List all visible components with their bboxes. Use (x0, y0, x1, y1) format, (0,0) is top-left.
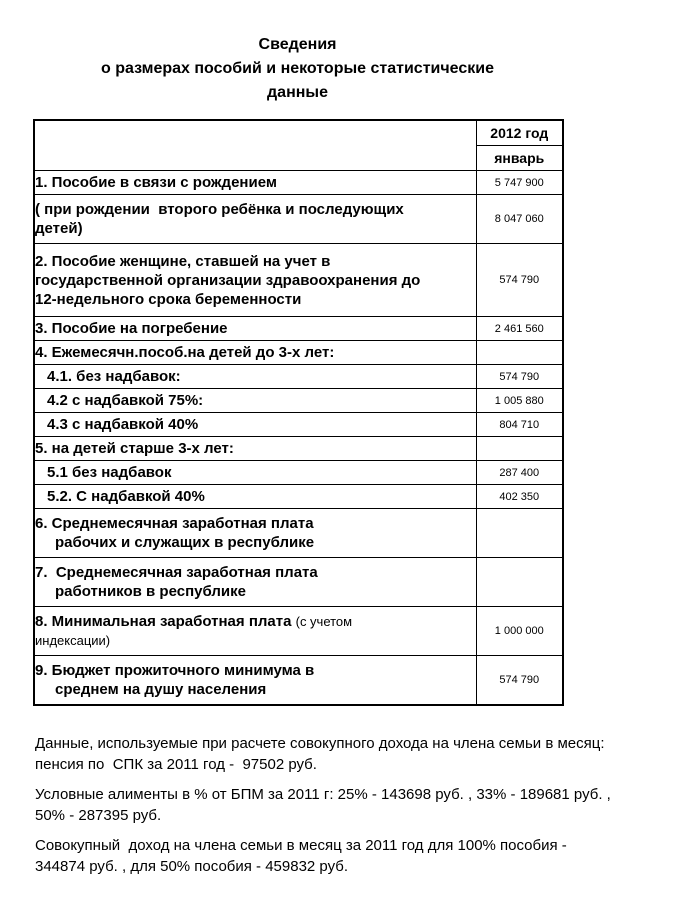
row-value (476, 558, 563, 607)
row-label (34, 558, 476, 607)
notes-line: Условные алименты в % от БПМ за 2011 г: 25% - 143698 руб. , 33% - 189681 руб. , (35, 786, 611, 803)
row-value (476, 437, 563, 461)
table-row (34, 389, 563, 413)
label-text-bold: 4.3 с надбавкой 40% (47, 416, 199, 433)
notes-paragraph (35, 835, 693, 877)
row-label (34, 461, 476, 485)
row-value: 574 790 (476, 244, 563, 317)
table-row (34, 509, 563, 558)
notes-paragraph (35, 733, 693, 775)
table-row (34, 341, 563, 365)
row-value: 402 350 (476, 485, 563, 509)
row-label-line (35, 612, 476, 631)
table-row (34, 365, 563, 389)
row-label-line (35, 391, 476, 410)
notes-section (35, 733, 693, 877)
table-row (34, 485, 563, 509)
row-label (34, 656, 476, 706)
row-label (34, 437, 476, 461)
row-label-line (35, 533, 476, 552)
row-label-line (35, 367, 476, 386)
label-text-bold: 7. Среднемесячная заработная плата (35, 564, 318, 581)
header-empty-cell (34, 120, 476, 171)
label-text-bold: среднем на душу населения (55, 681, 267, 698)
row-label (34, 244, 476, 317)
label-text-bold: государственной организации здравоохранения до (35, 271, 421, 289)
row-label (34, 389, 476, 413)
row-label (34, 607, 476, 656)
label-text-bold: 2. Пособие женщине, ставшей на учет в (35, 252, 331, 270)
notes-line: Совокупный доход на члена семьи в месяц за 2011 год для 100% пособия - (35, 837, 567, 854)
title-line: о размерах пособий и некоторые статистические (101, 60, 494, 77)
row-label-line (35, 343, 476, 362)
row-label-line (35, 582, 476, 601)
row-label-line (35, 173, 476, 192)
label-text-bold: 4.2 с надбавкой 75%: (47, 392, 204, 409)
label-text-bold: 9. Бюджет прожиточного минимума в (35, 662, 315, 679)
label-text-bold: рабочих и служащих в республике (55, 534, 315, 551)
label-text-bold: 5.2. С надбавкой 40% (47, 488, 205, 505)
row-label-line (35, 219, 476, 238)
label-text-bold: работников в республике (55, 583, 246, 600)
table-row (34, 558, 563, 607)
label-text-bold: 1. Пособие в связи с рождением (35, 174, 277, 191)
benefits-table (33, 119, 564, 706)
notes-line: 50% - 287395 руб. (35, 807, 162, 824)
row-label-line (35, 514, 476, 533)
table-row (34, 413, 563, 437)
row-label (34, 317, 476, 341)
row-label-line (35, 271, 476, 290)
label-text-regular: индексации) (35, 633, 111, 648)
table-row (34, 607, 563, 656)
row-label-line (35, 463, 476, 482)
label-text-bold: 4. Ежемесячн.пособ.на детей до 3-х лет: (35, 344, 335, 361)
row-value: 1 005 880 (476, 389, 563, 413)
row-value: 1 000 000 (476, 607, 563, 656)
row-label (34, 509, 476, 558)
label-text-bold: 12-недельного срока беременности (35, 290, 302, 308)
row-value: 5 747 900 (476, 171, 563, 195)
title-line: данные (267, 84, 328, 101)
row-label (34, 413, 476, 437)
row-label-line (35, 415, 476, 434)
label-text-bold: ( при рождении второго ребёнка и последующих (35, 201, 404, 218)
row-label-line (35, 252, 476, 271)
table-row (34, 461, 563, 485)
table-row (34, 195, 563, 244)
row-value: 8 047 060 (476, 195, 563, 244)
label-text-bold: 5.1 без надбавок (47, 464, 172, 481)
month-header-cell: январь (476, 146, 563, 171)
row-label (34, 365, 476, 389)
row-value (476, 341, 563, 365)
row-label-line (35, 319, 476, 338)
row-label-line (35, 290, 476, 309)
label-text-regular: (с учетом (295, 614, 353, 629)
table-header-row-year (34, 120, 563, 146)
row-value: 287 400 (476, 461, 563, 485)
notes-line: Данные, используемые при расчете совокупного дохода на члена семьи в месяц: (35, 735, 605, 752)
label-text-bold: 8. Минимальная заработная плата (35, 613, 296, 630)
notes-paragraph (35, 784, 693, 826)
row-label-line (35, 680, 476, 699)
row-value: 2 461 560 (476, 317, 563, 341)
table-row (34, 171, 563, 195)
label-text-bold: 6. Среднемесячная заработная плата (35, 515, 314, 532)
notes-line: пенсия по СПК за 2011 год - 97502 руб. (35, 756, 317, 773)
label-text-bold: детей) (35, 220, 83, 237)
table-row (34, 244, 563, 317)
row-label (34, 195, 476, 244)
title-line: Сведения (258, 36, 337, 53)
label-text-bold: 4.1. без надбавок: (47, 368, 181, 385)
row-label-line (35, 563, 476, 582)
table-row (34, 656, 563, 706)
document-sheet (33, 33, 562, 706)
table-row (34, 317, 563, 341)
year-header-cell: 2012 год (476, 120, 563, 146)
row-label-line (35, 661, 476, 680)
page-title (33, 33, 562, 105)
row-label-line (35, 487, 476, 506)
label-text-bold: 3. Пособие на погребение (35, 320, 228, 337)
label-text-bold: 5. на детей старше 3-х лет: (35, 440, 234, 457)
row-label-line (35, 631, 476, 650)
row-label (34, 171, 476, 195)
row-value (476, 509, 563, 558)
row-label-line (35, 439, 476, 458)
notes-line: 344874 руб. , для 50% пособия - 459832 руб. (35, 858, 349, 875)
row-value: 804 710 (476, 413, 563, 437)
row-label (34, 341, 476, 365)
row-label (34, 485, 476, 509)
table-row (34, 437, 563, 461)
row-value: 574 790 (476, 365, 563, 389)
row-label-line (35, 200, 476, 219)
row-value: 574 790 (476, 656, 563, 706)
